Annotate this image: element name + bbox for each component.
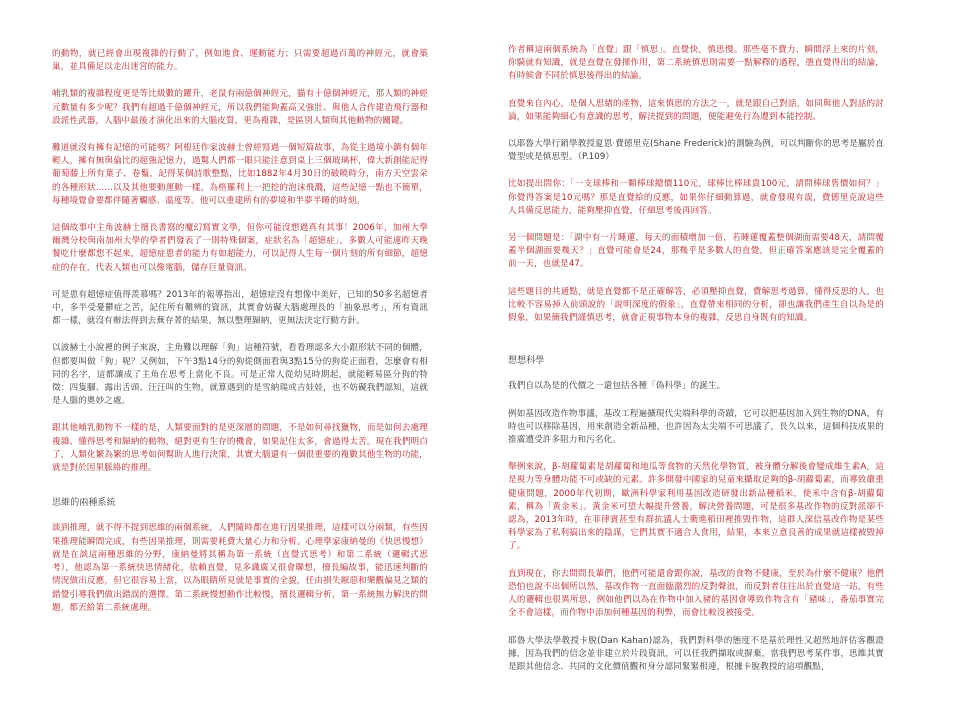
right-page (508, 44, 884, 688)
paragraph: 難道就沒有擁有記憶的可能嗎？阿根廷作家波赫士曾經寫過一個短篇故事，為從主過境小鎮有個年輕人，擁有無與倫比的超強記憶力，過驚人們都一眼只能注意到桌上三個玻璃杯，偉大新創能記得葡萄藤上所有葉子、卷鬚，記得某個詩歌整點，比如1882年4月30日的破曉時分，南方天空雲朵的各種形狀……以及其他要動運動一樣，為格羅利上一把挖的泡沫飛濺，這些記憶一點也不簡單，每種境覺會要都伴隨著觸感、溫度等。他可以重建所有的夢境和半夢半睡的時刻。 (52, 143, 428, 206)
section-heading: 思維的兩種系統 (52, 498, 116, 509)
paragraph: 的動物，就已經會出現複雜的行動了，例如進食、運動能力；只需要超過百萬的神經元，就會築巢，並具備足以走出迷宮的能力。 (52, 49, 428, 73)
paragraph: 作者稱這兩個系統為「直覺」跟「慎思」。直覺快，慎思慢。那些毫不費力、瞬間浮上來的片刻，你騎就有知識，就是直覺在發揮作用，第二系統慎思則需要一點解釋的過程，憑直覺得出的結論，有時候會不同於慎思後得出的結論。 (508, 45, 884, 82)
paragraph: 例如基因改造作物事議，基改工程遍擴現代尖端科學的奇蹟，它可以把基因加入到生物的DNA，有時也可以移除基因，用來創造全新品種，也許因為太尖端不可思議了，長久以來，這個科技成果的推廣遭受許多阻力和污名化。 (508, 408, 884, 446)
section-heading: 想想科學 (508, 356, 545, 367)
paragraph: 直到現在，你去問問長輩們，他們可能還會跟你說，基改的食物不健康，至於為什麼不健康？他們恐怕也說不出個所以然，基改作物一直面臨激烈的反對聲浪，而反對者往往出於直覺這一站，有些人的邏輯也很異所思，例如他們以為在作物中加入豬的基因會導致作物含有「豬味」，番茄事實完全不會這樣，而作物中添加何種基因的利弊，而會比較沒被接受。 (508, 568, 884, 619)
paragraph: 舉例來說，β-胡蘿蔔素是胡蘿蔔和地瓜等食物的天然化學物質，被身體分解後會變成維生素A，這是視力等身體功能不可或缺的元素。許多開發中國家的兒童來攝取足夠的β-胡蘿蔔素，而導致嚴重健康問題，2000年代初期，歐洲科學家利用基因改造研發出新品種稻米，使米中含有β-胡蘿蔔素，稱為「黃金米」。黃金米可望大幅提升營養，解決營養問題，可是很多基改作物的反對派卻不認為，2013年時，在菲律賓甚至有群抗議人士衝進稻田裡推毀作物，這群人深信基改作物是某些科學家為了私利搞出來的陰謀，它們其實不適合人食用，結果，本來立意良善的成果就這樣被毀掉了。 (508, 462, 884, 552)
paragraph: 耶魯大學法學教授卡脫(Dan Kahan)認為，我們對科學的態度不是基於理性又超然地評估客觀證據，因為我們的信念並非建立於片段資訊，可以任我們擷取或摒棄，當我們思考某件事，思維其實是跟其他信念、共同的文化價值觀和身分認同緊緊相連，根據卡脫教授的這項觀點， (508, 635, 884, 672)
paragraph: 比如提出問你：「一支球棒和一顆棒球總價110元，球棒比棒球貴100元，請問棒球售價如何？」你覺得答案是10元嗎？那是直覺給的反應，如果你仔細動算過，就會發現有誤，費德里克說這些人具備反思能力，能夠壓抑直覺，仔細思考後再回答。 (508, 179, 884, 216)
paragraph: 以波赫士小說裡的例子來說，主角難以理解「狗」這種符號，看看理認多大小跟形狀不同的個體，但都要叫做「狗」呢？又例如，下午3點14分的狗從側面看與3點15分的狗從正面看，怎麼會有相同的名字，這都讓成了主角在思考上當化不良。可是正常人從幼兒時期起，就能輕易區分狗的特徵：四隻腳、露出舌頭、汪汪叫的生物，就算遇到的是雪納瑞或吉娃娃，也不妨礙我們認知，這就是人腦的奧妙之處。 (52, 343, 428, 407)
paragraph: 以耶魯大學行銷學教授夏恩·費德里克(Shane Frederick)的測驗為例，可以判斷你的思考是屬於直覺型或是慎思型。（P.109） (508, 139, 884, 163)
paragraph: 直覺來自內心，是個人思緒的產物，這來慎思的方法之一，就是跟自己對話，如同與他人對話的討論，如果能夠細心有意識的思考，解決提到的問題，便能避免行為遭到本能控制。 (508, 98, 884, 122)
paragraph: 跟其他哺乳動物不一樣的是，人類要面對的是更深層的問題，不是如何尋找獵物，而是如何去處理複雜、懂得思考和歸納的動物，絕對更有生存的機會，如果記住太多，會過得太苦。現在我們明白了，人類化繁為繁的思考如何幫助人進行決策，其實大腦還有一個很重要的複數其他生物的功能，就是對於因果脈絡的推理。 (52, 423, 428, 474)
paragraph: 另一個問題是：「湖中有一片睡蓮，每天的面積增加一倍，若睡蓮覆蓋整個湖面需要48天，請問覆蓋半個湖面要幾天？」直覺可能會是24，那幾乎是多數人的直覺，但正確答案應該是完全覆蓋的前一天，也就是47。 (508, 233, 884, 270)
paragraph: 我們自以為是的代價之一還包括各種「偽科學」的誕生。 (508, 381, 726, 392)
paragraph: 哺乳類的複雜程度更是等比級數的躍升，老鼠有兩億個神經元，貓有十億個神經元，那人類的神經元數量有多少呢？我們有超過千億個神經元，所以我們能夠蓋高又強壯、與他人合作建造飛行器和設派性武器，人腦中最後才演化出來的大腦皮質，更為複雜，是區別人類與其他動物的關鍵。 (52, 89, 428, 126)
paragraph: 這些題目的共通點，就是直覺都不是正確解答，必須壓抑直覺，費解思考過算，懂得反思的人，也比較不容易掉入前頭說的「說明深度的假象」，直覺帶來相同的分析，卻也讓我們產生自以為是的假象，如果簡我們謹慎思考，就會正視事物本身的複雜，反思自身既有的知識。 (508, 286, 884, 324)
paragraph: 談到推理，就不得不提到思維的兩個系統，人們隨時都在進行因果推理，這樣可以分兩類，有些因果推理能瞬間完成，有些因果推理，則需要耗費大量心力和分析。心理學家康納曼的《快思慢想》就是在談這兩種思維的分野，康納曼將其稱為第一系統（直覺式思考）和第二系統（邏輯式思考），他認為第一系統快思情緒化，依賴直覺，見多識廣又很會聯想，擅長編故事，能迅速判斷的情況做出反應，但它很容易上當，以為眼睛所見就是事實的全貌，任由損失厭惡和樂觀偏見之類的錯覺引導我們做出錯誤的選擇。第二系統慢想動作比較慢，擅長邏輯分析，第一系統無力解決的問題，都丟給第二系統處理。 (52, 523, 428, 613)
paragraph: 這個故事中主角波赫士擅長書寫的魔幻寫實文學，但你可能沒想過真有其事！2006年，加州大學爾灣分校與南加州大學的學者們發表了一則特殊個案，症狀名為「超憶症」，多數人可能連昨天晚餐吃什麼都想不起來，超憶症患者的能力有如超能力，可以記得人生每一個片刻的所有細節，超憶症的存在，代表人類也可以像電腦，儲存巨量資訊。 (52, 223, 428, 273)
paragraph: 可是患有超憶症值得羨慕嗎？2013年的報導指出，超憶症沒有想像中美好，已知的50多名超憶者中，多半受憂鬱症之苦，記住所有難辨的資訊，其實會妨礙大腦處理長的「抽象思考」，所有資訊都一樣，就沒有辦法得到去蕪存菁的結果，無以整理歸納，更無法決定行動方針。 (52, 289, 428, 327)
left-page (52, 48, 428, 629)
